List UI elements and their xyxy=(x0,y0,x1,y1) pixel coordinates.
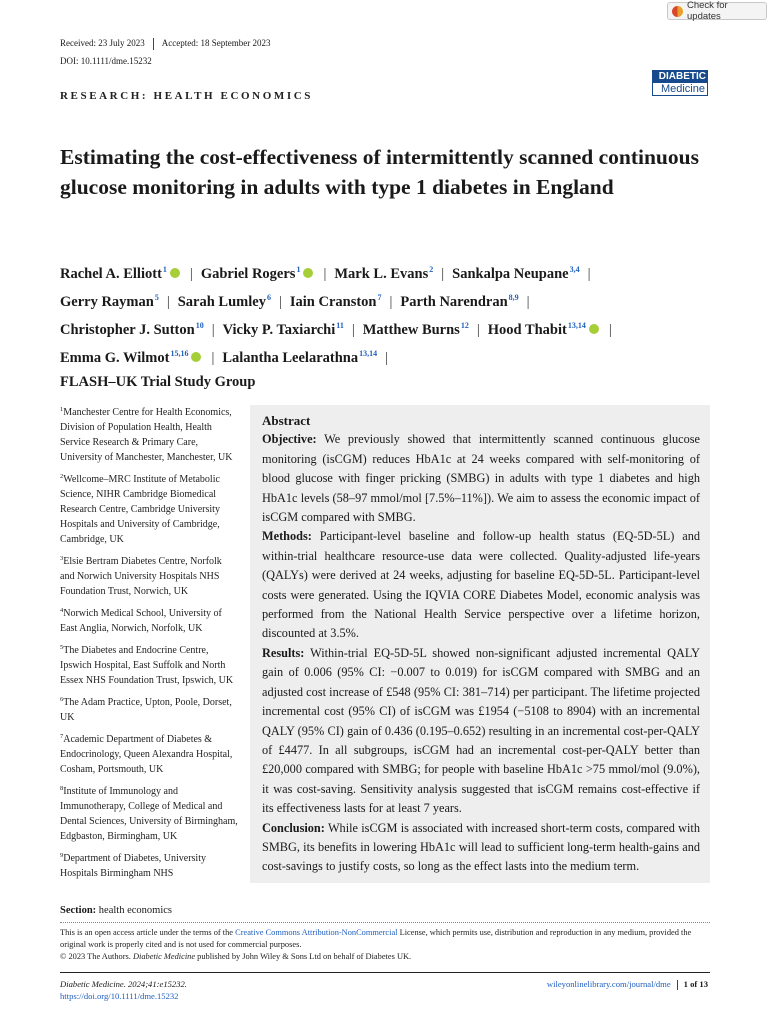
journal-logo xyxy=(652,70,708,96)
author-name[interactable]: FLASH–UK Trial Study Group xyxy=(60,374,256,390)
accepted-date: Accepted: 18 September 2023 xyxy=(161,38,271,48)
affiliation-number: 9 xyxy=(60,852,64,859)
check-updates-label: Check for updates xyxy=(687,0,728,22)
author-affiliation-sup[interactable]: 10 xyxy=(195,321,204,330)
abstract-objective: Objective: We previously showed that intermittently scanned continuous glucose monitoring (isCGM) reduces HbA1c at 24 weeks compared with self-monitoring of blood glucose with finger pricking (SMBG) in adults with type 1 diabetes and high HbA1c levels (58–97 mmol/mol [7.5%–11%]). We aim to assess the economic impact of isCGM compared with SMBG. xyxy=(262,432,700,525)
orcid-icon[interactable] xyxy=(303,268,313,278)
doi-line: DOI: 10.1111/dme.15232 xyxy=(60,56,152,66)
author-name[interactable]: Emma G. Wilmot xyxy=(60,350,170,366)
affiliations xyxy=(60,402,238,885)
abstract-conclusion: Conclusion: While isCGM is associated with increased short-term costs, compared with SMBG, its benefits in lowering HbA1c will lead to sufficient long-term health-gains and cost-savings to justify costs, so long as the effect lasts into the medium term. xyxy=(262,820,700,874)
author-separator: | xyxy=(166,294,170,310)
author-affiliation-sup[interactable]: 6 xyxy=(266,293,271,302)
affiliation-text: Department of Diabetes, University Hospitals Birmingham NHS xyxy=(60,853,206,879)
affiliation-text: The Adam Practice, Upton, Poole, Dorset, UK xyxy=(60,697,232,723)
author-name[interactable]: Christopher J. Sutton xyxy=(60,322,195,338)
footer-right xyxy=(547,978,708,990)
article-title: Estimating the cost-effectiveness of intermittently scanned continuous glucose monitoring in adults with type 1 diabetes in England xyxy=(60,145,699,199)
abstract-methods: Methods: Participant-level baseline and follow-up health status (EQ-5D-5L) and within-trial healthcare resource-use data were collected. Quality-adjusted life-years (QALYs) were derived at 24 weeks, adjusting for baseline EQ-5D-5L. Participant-level costs were generated. Using the IQVIA CORE Diabetes Model, economic analysis was performed from the National Health Service perspective over a lifetime horizon, discounted at 3.5%. xyxy=(262,529,700,641)
received-accepted-line xyxy=(60,37,270,50)
affiliation-item xyxy=(60,848,238,881)
divider xyxy=(677,980,678,990)
footer-doi-link[interactable]: https://doi.org/10.1111/dme.15232 xyxy=(60,991,179,1001)
author-affiliation-sup[interactable]: 7 xyxy=(377,293,382,302)
author-affiliation-sup[interactable]: 13,14 xyxy=(567,321,586,330)
affiliation-text: Manchester Centre for Health Economics, Division of Population Health, Health Service Research & Primary Care, University of Manchester, Manchester, UK xyxy=(60,407,233,463)
journal-url-link[interactable]: wileyonlinelibrary.com/journal/dme xyxy=(546,979,671,989)
author-affiliation-sup[interactable]: 15,16 xyxy=(170,349,189,358)
author-name[interactable]: Vicky P. Taxiarchi xyxy=(222,322,336,338)
author-name[interactable]: Hood Thabit xyxy=(487,322,567,338)
abstract-results: Results: Within-trial EQ-5D-5L showed non-significant adjusted incremental QALY gain of 0.006 (95% CI: −0.007 to 0.019) for isCGM compared with SMBG and an adjusted cost increase of £548 (95% CI: 381–714) per participant. The lifetime projected incremental cost (95% CI) of isCGM was £1954 (−5108 to 8904) with an incremental QALY (95% CI) gain of 0.436 (0.195–0.652) resulting in an incremental cost-per-QALY of £4477. In all subgroups, isCGM had an incremental cost-per-QALY better than £20,000 compared with SMBG; for people with baseline HbA1c >75 mmol/mol (9.0%), it was cost-saving. Sensitivity analysis suggested that isCGM remains cost-effective if its effectiveness lasts for at least 7 years. xyxy=(262,645,700,816)
license-text: This is an open access article under the terms of the Creative Commons Attribution-NonCommercial License, which permits use, distribution and reproduction in any medium, provided the original work is properly cited and is not used for commercial purposes. © 2023 The Authors. Diabetic Medicine published by John Wiley & Sons Ltd on behalf of Diabetes UK. xyxy=(60,928,692,961)
author-name[interactable]: Lalantha Leelarathna xyxy=(222,350,359,366)
orcid-icon[interactable] xyxy=(191,352,201,362)
logo-bottom: Medicine xyxy=(652,83,708,96)
author-list xyxy=(60,258,720,394)
divider xyxy=(153,38,154,50)
author-separator: | xyxy=(389,294,393,310)
author-affiliation-sup[interactable]: 12 xyxy=(460,321,469,330)
author-separator: | xyxy=(211,322,215,338)
affiliation-item xyxy=(60,781,238,844)
logo-top: DIABETIC xyxy=(652,70,708,83)
affiliation-number: 5 xyxy=(60,644,64,651)
check-updates-icon xyxy=(672,6,683,17)
author-separator: | xyxy=(278,294,282,310)
footer-left xyxy=(60,978,187,1002)
affiliation-item xyxy=(60,692,238,725)
author-separator: | xyxy=(385,350,388,366)
affiliation-text: Elsie Bertram Diabetes Centre, Norfolk and Norwich University Hospitals NHS Foundation Trust, Norwich, UK xyxy=(60,556,222,597)
author-affiliation-sup[interactable]: 3,4 xyxy=(569,265,580,274)
affiliation-number: 3 xyxy=(60,555,64,562)
author-separator: | xyxy=(351,322,355,338)
cc-license-link[interactable]: Creative Commons Attribution-NonCommercial xyxy=(235,928,398,937)
affiliation-number: 8 xyxy=(60,785,64,792)
author-name[interactable]: Gerry Rayman xyxy=(60,294,154,310)
affiliation-text: Norwich Medical School, University of East Anglia, Norwich, Norfolk, UK xyxy=(60,608,222,634)
affiliation-text: The Diabetes and Endocrine Centre, Ipswich Hospital, East Suffolk and North Essex NHS Foundation Trust, Ipswich, UK xyxy=(60,645,234,686)
author-separator: | xyxy=(587,266,591,282)
page-number: 1 of 13 xyxy=(683,979,708,989)
author-name[interactable]: Parth Narendran xyxy=(400,294,508,310)
author-name[interactable]: Gabriel Rogers xyxy=(200,266,296,282)
author-affiliation-sup[interactable]: 2 xyxy=(429,265,434,274)
affiliation-item xyxy=(60,402,238,465)
author-affiliation-sup[interactable]: 1 xyxy=(296,265,301,274)
affiliation-text: Institute of Immunology and Immunotherapy, College of Medical and Dental Sciences, University of Birmingham, Edgbaston, Birmingham, UK xyxy=(60,786,238,842)
affiliation-number: 7 xyxy=(60,733,64,740)
author-name[interactable]: Rachel A. Elliott xyxy=(60,266,162,282)
footer-rule xyxy=(60,972,710,973)
affiliation-number: 1 xyxy=(60,406,64,413)
footer-citation: Diabetic Medicine. 2024;41:e15232. xyxy=(60,979,187,989)
author-separator: | xyxy=(476,322,480,338)
affiliation-number: 4 xyxy=(60,607,64,614)
author-separator: | xyxy=(323,266,327,282)
author-affiliation-sup[interactable]: 1 xyxy=(162,265,167,274)
author-affiliation-sup[interactable]: 11 xyxy=(336,321,344,330)
author-affiliation-sup[interactable]: 5 xyxy=(154,293,159,302)
author-name[interactable]: Iain Cranston xyxy=(289,294,377,310)
orcid-icon[interactable] xyxy=(170,268,180,278)
author-name[interactable]: Sarah Lumley xyxy=(177,294,266,310)
affiliation-item xyxy=(60,603,238,636)
abstract-heading: Abstract xyxy=(262,413,311,428)
received-date: Received: 23 July 2023 xyxy=(60,38,145,48)
author-separator: | xyxy=(608,322,612,338)
author-affiliation-sup[interactable]: 13,14 xyxy=(359,349,378,358)
section-label: Section: xyxy=(60,905,97,916)
abstract xyxy=(262,411,700,877)
author-separator: | xyxy=(189,266,193,282)
affiliation-item xyxy=(60,469,238,547)
affiliation-item xyxy=(60,729,238,777)
affiliation-item xyxy=(60,551,238,599)
author-affiliation-sup[interactable]: 8,9 xyxy=(508,293,519,302)
orcid-icon[interactable] xyxy=(589,324,599,334)
author-name[interactable]: Sankalpa Neupane xyxy=(452,266,569,282)
affiliation-number: 6 xyxy=(60,696,64,703)
author-separator: | xyxy=(526,294,530,310)
author-name[interactable]: Matthew Burns xyxy=(362,322,460,338)
affiliation-item xyxy=(60,640,238,688)
affiliation-number: 2 xyxy=(60,473,64,480)
section-value: health economics xyxy=(98,905,172,916)
affiliation-text: Academic Department of Diabetes & Endocrinology, Queen Alexandra Hospital, Cosham, Portsmouth, UK xyxy=(60,734,233,775)
dotted-divider xyxy=(60,922,710,923)
article-section-label: RESEARCH: HEALTH ECONOMICS xyxy=(60,90,314,102)
affiliation-text: Wellcome–MRC Institute of Metabolic Science, NIHR Cambridge Biomedical Research Centre, Cambridge University Hospitals and University of Cambridge, Cambridge, UK xyxy=(60,474,220,545)
author-separator: | xyxy=(211,350,215,366)
author-separator: | xyxy=(441,266,445,282)
section-line xyxy=(60,905,172,916)
check-for-updates-button[interactable] xyxy=(667,2,767,20)
author-name[interactable]: Mark L. Evans xyxy=(334,266,429,282)
